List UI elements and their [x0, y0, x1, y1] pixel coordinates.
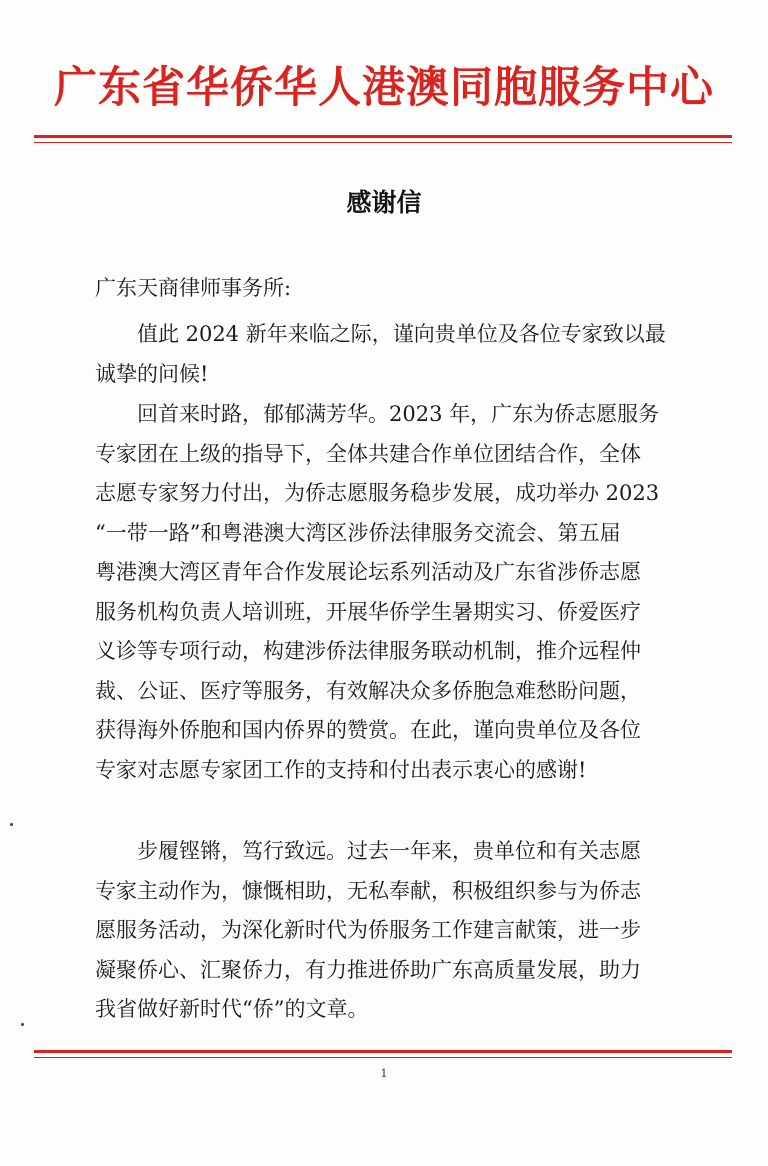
scan-speck [21, 1023, 24, 1026]
header-rule-thick [34, 135, 732, 138]
paragraph-line: 专家对志愿专家团工作的支持和付出表示衷心的感谢! [95, 757, 587, 782]
page-number: 1 [380, 1067, 388, 1080]
paragraph-line: “一带一路”和粤港澳大湾区涉侨法律服务交流会、第五届 [95, 520, 621, 545]
paragraph-line: 愿服务活动，为深化新时代为侨服务工作建言献策，进一步 [95, 918, 641, 942]
paragraph-line: 裁、公证、医疗等服务，有效解决众多侨胞急难愁盼问题， [95, 678, 641, 703]
paragraph-review [95, 395, 665, 790]
footer-rule-thin [34, 1057, 732, 1058]
paragraph-line: 粤港澳大湾区青年合作发展论坛系列活动及广东省涉侨志愿 [95, 560, 641, 584]
letter-title: 感谢信 [346, 188, 422, 217]
salutation: 广东天商律师事务所: [95, 276, 292, 300]
paragraph-appreciation [95, 832, 665, 1030]
paragraph-line: 凝聚侨心、汇聚侨力，有力推进侨助广东高质量发展，助力 [95, 957, 641, 982]
paragraph-line: 值此 2024 新年来临之际，谨向贵单位及各位专家致以最 [137, 322, 666, 346]
paragraph-line: 步履铿锵，笃行致远。过去一年来，贵单位和有关志愿 [137, 839, 641, 863]
paragraph-greeting [95, 315, 665, 394]
paragraph-line: 回首来时路，郁郁满芳华。2023 年，广东为侨志愿服务 [137, 402, 660, 426]
paragraph-line: 专家主动作为，慷慨相助，无私奉献，积极组织参与为侨志 [95, 878, 641, 903]
header-rule-thin [34, 142, 732, 143]
paragraph-line: 我省做好新时代“侨”的文章。 [95, 997, 369, 1021]
paragraph-line: 志愿专家努力付出，为侨志愿服务稳步发展，成功举办 2023 [95, 481, 660, 505]
paragraph-line: 诚挚的问候! [95, 361, 209, 386]
paragraph-line: 义诊等专项行动，构建涉侨法律服务联动机制，推介远程仲 [95, 639, 641, 663]
footer-rule-thick [34, 1050, 732, 1053]
paragraph-line: 专家团在上级的指导下，全体共建合作单位团结合作，全体 [95, 441, 641, 466]
scan-speck [10, 823, 13, 826]
organization-letterhead: 广东省华侨华人港澳同胞服务中心 [54, 63, 714, 113]
paragraph-line: 服务机构负责人培训班，开展华侨学生暑期实习、侨爱医疗 [95, 599, 641, 624]
paragraph-line: 获得海外侨胞和国内侨界的赞赏。在此，谨向贵单位及各位 [95, 718, 641, 742]
